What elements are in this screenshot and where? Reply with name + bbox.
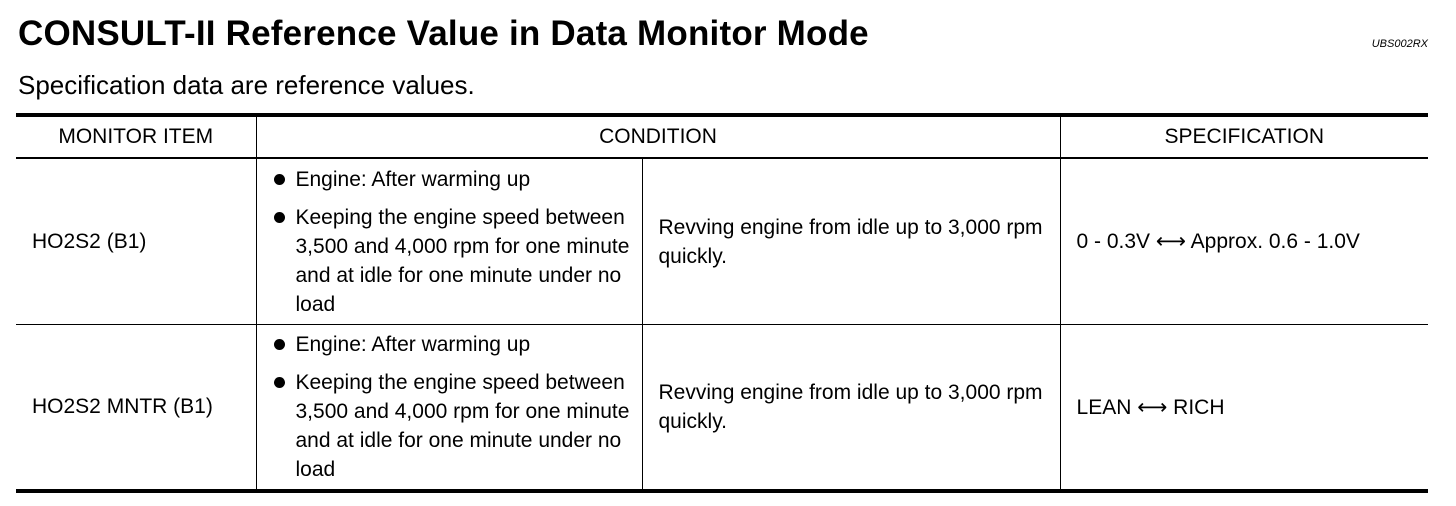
condition-list-cell [256,158,642,325]
condition-action-cell [642,325,1060,492]
bullet-icon [274,339,285,350]
condition-list-item [272,165,642,194]
condition-action-text: Revving engine from idle up to 3,000 rpm quickly. [658,215,1043,268]
bullet-icon [274,377,285,388]
condition-list-item [272,368,642,484]
condition-list-cell [256,325,642,492]
condition-action-text: Revving engine from idle up to 3,000 rpm quickly. [658,381,1043,433]
specification-cell: 0 - 0.3V ⟷ Approx. 0.6 - 1.0V [1060,158,1428,325]
column-header-monitor-item: MONITOR ITEM [16,115,256,158]
document-code: UBS002RX [1371,38,1428,50]
condition-text: Keeping the engine speed between 3,500 and 4,000 rpm for one minute and at idle for one minute under no load [295,205,630,316]
condition-list [272,165,642,319]
bullet-icon [274,212,285,223]
condition-action-cell [642,158,1060,325]
monitor-item-cell: HO2S2 (B1) [16,158,256,325]
specification-cell: LEAN ⟷ RICH [1060,325,1428,492]
column-header-condition: CONDITION [256,115,1060,158]
reference-value-table [16,113,1428,493]
bullet-icon [274,174,285,185]
condition-list-item [272,203,642,319]
condition-list-item [272,330,642,359]
condition-text: Keeping the engine speed between 3,500 and 4,000 rpm for one minute and at idle for one minute under no load [295,371,630,481]
table-row [16,158,1428,325]
column-header-specification: SPECIFICATION [1060,115,1428,158]
monitor-item-cell: HO2S2 MNTR (B1) [32,395,213,418]
condition-list [272,330,642,484]
page-title: CONSULT-II Reference Value in Data Monitor Mode [18,14,869,53]
condition-text: Engine: After warming up [295,167,531,191]
condition-text: Engine: After warming up [295,333,531,356]
table-header-row [16,115,1428,158]
page-subtitle: Specification data are reference values. [18,70,475,100]
table-row [16,325,1428,492]
